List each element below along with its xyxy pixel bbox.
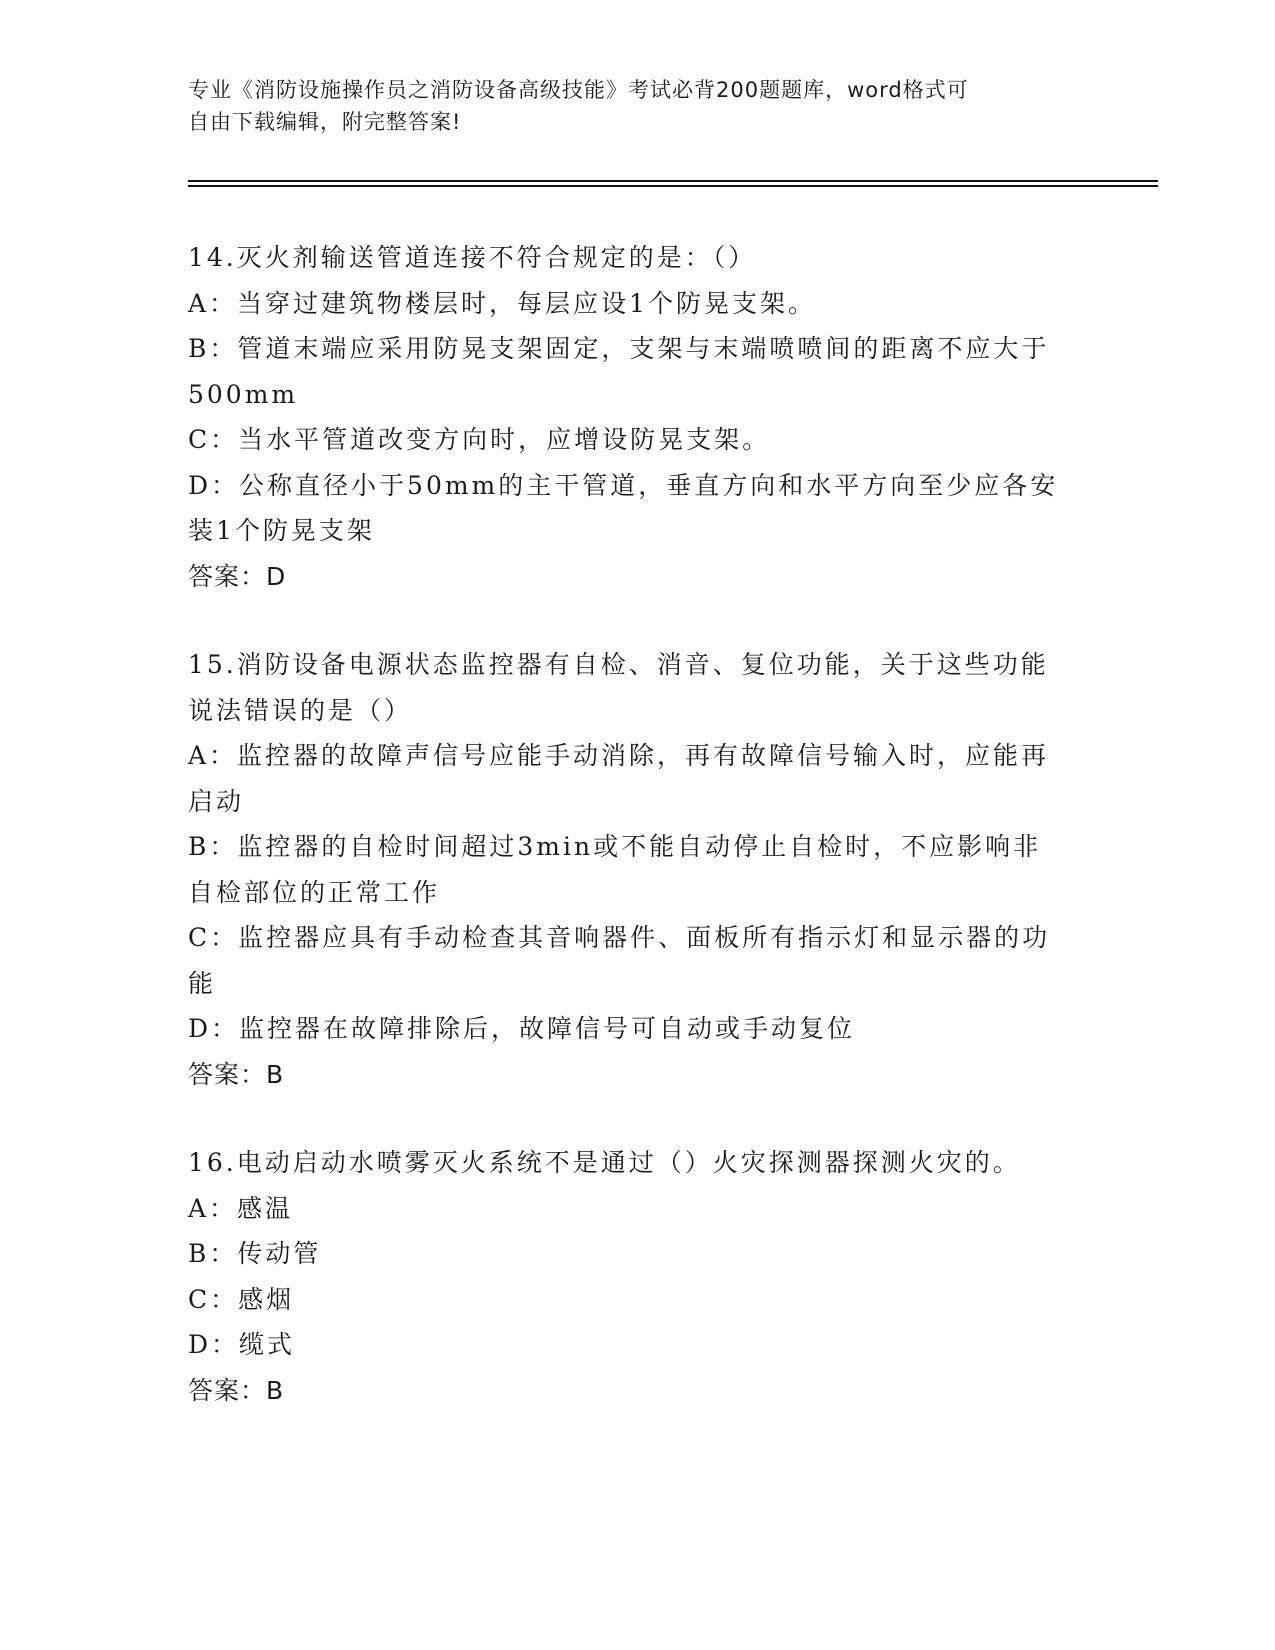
question-stem: 15.消防设备电源状态监控器有自检、消音、复位功能，关于这些功能 bbox=[188, 650, 1049, 679]
document-header bbox=[188, 74, 1088, 138]
option-b: B：监控器的自检时间超过3min或不能自动停止自检时，不应影响非 bbox=[188, 832, 1042, 861]
option-a: A：感温 bbox=[188, 1193, 294, 1223]
header-line-2: 自由下载编辑，附完整答案! bbox=[188, 110, 462, 134]
option-c: C：监控器应具有手动检查其音响器件、面板所有指示灯和显示器的功 bbox=[188, 923, 1051, 952]
option-d: D：监控器在故障排除后，故障信号可自动或手动复位 bbox=[188, 1014, 856, 1043]
question-list bbox=[188, 235, 1088, 1456]
option-b-continued: 自检部位的正常工作 bbox=[188, 877, 441, 907]
question-16 bbox=[188, 1140, 1088, 1413]
header-divider-bottom bbox=[188, 185, 1158, 187]
option-d: D：缆式 bbox=[188, 1330, 296, 1359]
option-a: A：监控器的故障声信号应能手动消除，再有故障信号输入时，应能再 bbox=[188, 741, 1050, 770]
question-stem: 16.电动启动水喷雾灭火系统不是通过（）火灾探测器探测火灾的。 bbox=[188, 1148, 1021, 1177]
option-b-continued: 500mm bbox=[188, 379, 299, 409]
question-14 bbox=[188, 235, 1088, 599]
answer-label: 答案：B bbox=[188, 1375, 285, 1405]
option-d: D：公称直径小于50mm的主干管道，垂直方向和水平方向至少应各安 bbox=[188, 470, 1059, 500]
question-stem-continued: 说法错误的是（） bbox=[188, 695, 413, 725]
option-c: C：感烟 bbox=[188, 1284, 295, 1314]
option-a-continued: 启动 bbox=[188, 786, 245, 816]
question-15 bbox=[188, 642, 1088, 1097]
option-c-continued: 能 bbox=[188, 968, 217, 998]
option-a: A：当穿过建筑物楼层时，每层应设1个防晃支架。 bbox=[188, 288, 816, 318]
header-divider-top bbox=[188, 180, 1158, 182]
answer-label: 答案：D bbox=[188, 561, 287, 591]
option-b: B：管道末端应采用防晃支架固定，支架与末端喷喷间的距离不应大于 bbox=[188, 334, 1050, 363]
header-line-1: 专业《消防设施操作员之消防设备高级技能》考试必背200题题库，word格式可 bbox=[188, 78, 969, 102]
option-c: C：当水平管道改变方向时，应增设防晃支架。 bbox=[188, 425, 771, 454]
option-d-continued: 装1个防晃支架 bbox=[188, 516, 375, 545]
answer-label: 答案：B bbox=[188, 1059, 285, 1089]
option-b: B：传动管 bbox=[188, 1239, 322, 1268]
question-stem: 14.灭火剂输送管道连接不符合规定的是：（） bbox=[188, 243, 757, 272]
